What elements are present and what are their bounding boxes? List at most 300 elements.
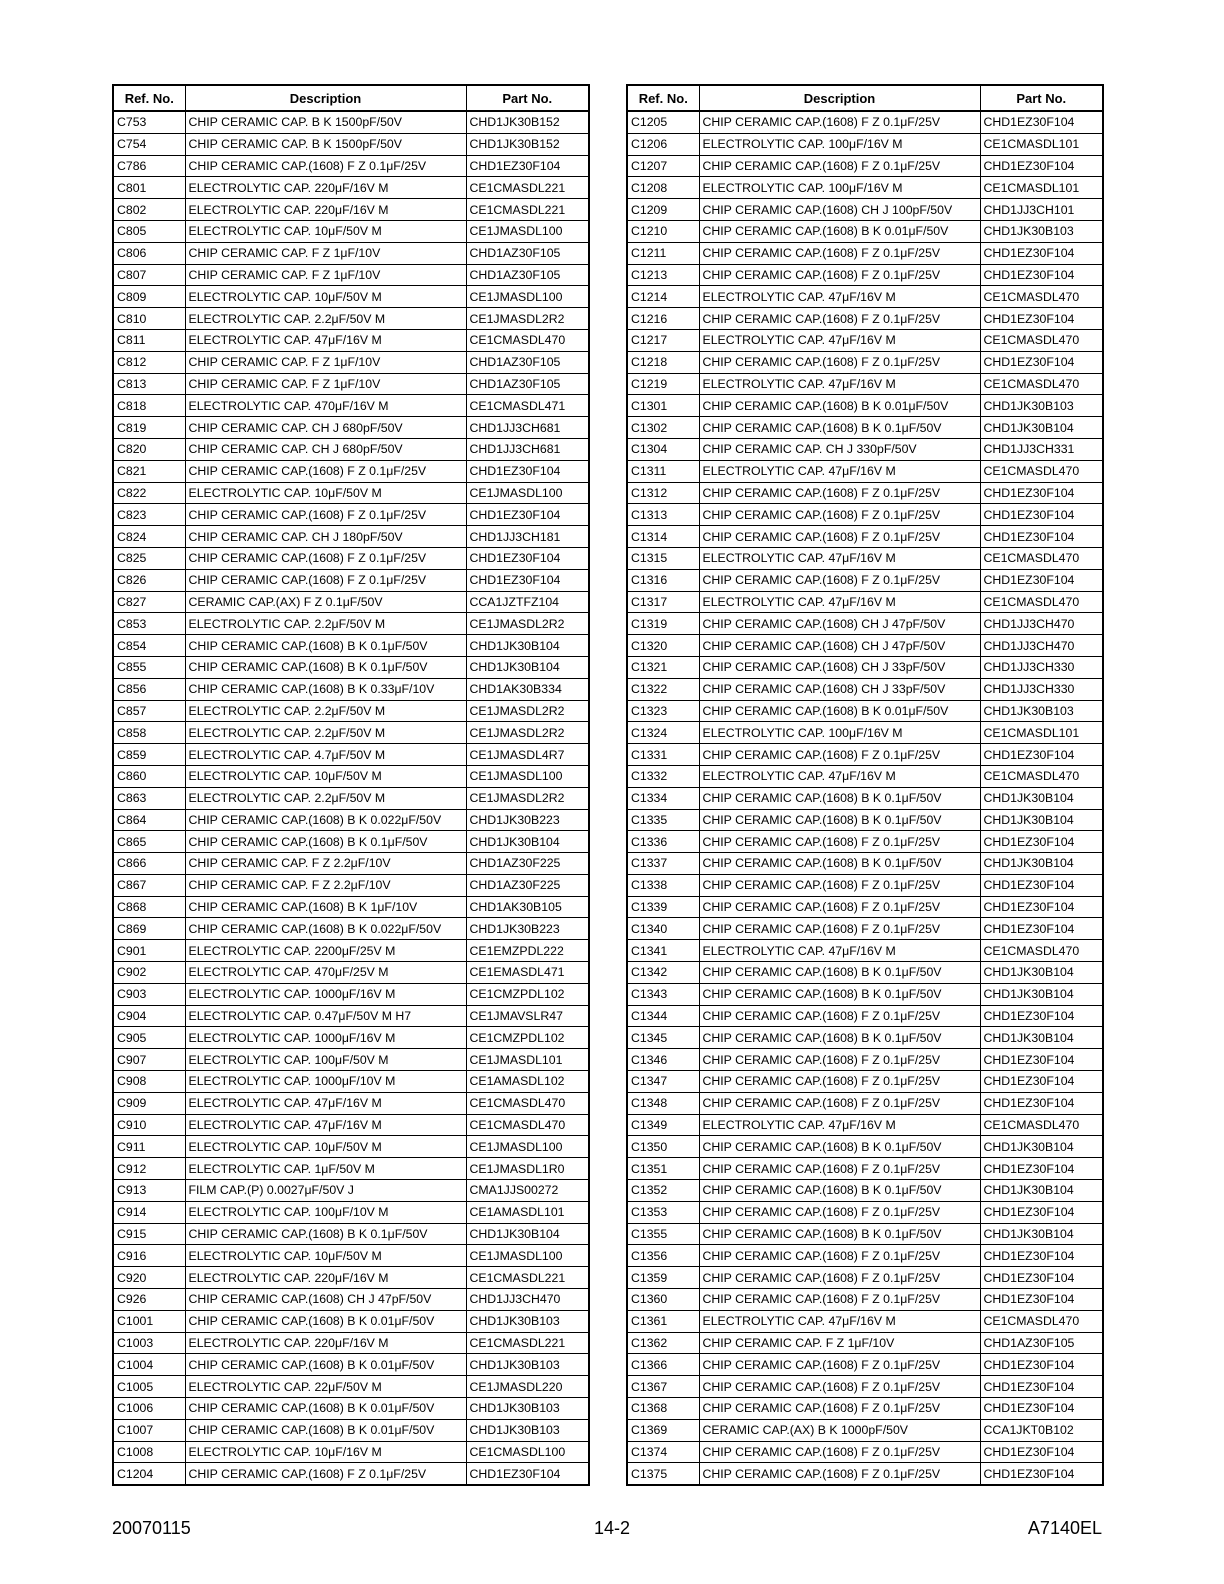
table-row [113, 308, 589, 330]
description-cell: ELECTROLYTIC CAP. 10μF/50V M [185, 1136, 466, 1158]
table-row [627, 678, 1103, 700]
description-cell: ELECTROLYTIC CAP. 10μF/50V M [185, 220, 466, 242]
table-row [113, 264, 589, 286]
ref-no-cell: C1218 [627, 351, 699, 373]
description-cell: CHIP CERAMIC CAP. F Z 2.2μF/10V [185, 874, 466, 896]
description-cell: ELECTROLYTIC CAP. 4.7μF/50V M [185, 744, 466, 766]
table-row [113, 220, 589, 242]
description-cell: CHIP CERAMIC CAP.(1608) F Z 0.1μF/25V [699, 1376, 980, 1398]
ref-no-cell: C911 [113, 1136, 185, 1158]
table-row [113, 1027, 589, 1049]
footer-date: 20070115 [112, 1518, 191, 1538]
description-cell: ELECTROLYTIC CAP. 10μF/50V M [185, 286, 466, 308]
part-no-cell: CHD1JJ3CH330 [980, 678, 1103, 700]
part-no-cell: CE1JMASDL100 [466, 286, 589, 308]
part-no-header: Part No. [980, 85, 1103, 111]
ref-no-cell: C1214 [627, 286, 699, 308]
ref-no-cell: C916 [113, 1245, 185, 1267]
table-row [627, 874, 1103, 896]
description-cell: CHIP CERAMIC CAP. F Z 1μF/10V [185, 351, 466, 373]
part-no-cell: CHD1AK30B105 [466, 896, 589, 918]
table-row [627, 918, 1103, 940]
ref-no-cell: C801 [113, 177, 185, 199]
table-row [113, 613, 589, 635]
part-no-cell: CHD1JJ3CH181 [466, 526, 589, 548]
description-cell: CHIP CERAMIC CAP.(1608) F Z 0.1μF/25V [699, 351, 980, 373]
table-row [627, 1071, 1103, 1093]
part-no-cell: CE1CMASDL221 [466, 199, 589, 221]
description-cell: CHIP CERAMIC CAP.(1608) B K 0.1μF/50V [185, 1223, 466, 1245]
description-cell: CHIP CERAMIC CAP.(1608) B K 0.022μF/50V [185, 809, 466, 831]
ref-no-cell: C854 [113, 635, 185, 657]
part-no-cell: CHD1JK30B104 [980, 1136, 1103, 1158]
table-row [627, 547, 1103, 569]
ref-no-cell: C819 [113, 417, 185, 439]
description-cell: CHIP CERAMIC CAP.(1608) F Z 0.1μF/25V [699, 1049, 980, 1071]
description-cell: ELECTROLYTIC CAP. 100μF/16V M [699, 722, 980, 744]
part-no-cell: CHD1JK30B103 [466, 1419, 589, 1441]
table-row [113, 1201, 589, 1223]
description-cell: CHIP CERAMIC CAP.(1608) F Z 0.1μF/25V [699, 308, 980, 330]
parts-table-left [112, 84, 590, 1486]
table-row [113, 1289, 589, 1311]
part-no-cell: CHD1EZ30F104 [980, 308, 1103, 330]
description-cell: CHIP CERAMIC CAP.(1608) F Z 0.1μF/25V [699, 874, 980, 896]
ref-no-cell: C1324 [627, 722, 699, 744]
part-no-cell: CE1CMASDL470 [466, 1092, 589, 1114]
description-cell: CHIP CERAMIC CAP.(1608) F Z 0.1μF/25V [699, 155, 980, 177]
table-header-row [113, 85, 589, 111]
ref-no-cell: C858 [113, 722, 185, 744]
part-no-cell: CE1CMASDL470 [980, 286, 1103, 308]
ref-no-cell: C1346 [627, 1049, 699, 1071]
ref-no-cell: C1001 [113, 1310, 185, 1332]
part-no-cell: CHD1JJ3CH681 [466, 417, 589, 439]
table-row [627, 613, 1103, 635]
ref-no-cell: C1004 [113, 1354, 185, 1376]
part-no-cell: CHD1EZ30F104 [980, 1441, 1103, 1463]
part-no-cell: CHD1JK30B104 [466, 656, 589, 678]
part-no-cell: CHD1JK30B104 [466, 635, 589, 657]
table-row [113, 1376, 589, 1398]
description-cell: ELECTROLYTIC CAP. 47μF/16V M [185, 1092, 466, 1114]
description-cell: CHIP CERAMIC CAP.(1608) B K 0.1μF/50V [699, 1027, 980, 1049]
part-no-cell: CE1AMASDL102 [466, 1071, 589, 1093]
description-cell: CHIP CERAMIC CAP. CH J 180pF/50V [185, 526, 466, 548]
table-row [627, 199, 1103, 221]
part-no-cell: CHD1EZ30F104 [466, 504, 589, 526]
ref-no-cell: C1304 [627, 438, 699, 460]
part-no-cell: CE1JMASDL2R2 [466, 700, 589, 722]
part-no-cell: CHD1EZ30F104 [980, 831, 1103, 853]
ref-no-cell: C807 [113, 264, 185, 286]
ref-no-cell: C1219 [627, 373, 699, 395]
description-cell: CHIP CERAMIC CAP.(1608) CH J 47pF/50V [699, 635, 980, 657]
description-cell: CHIP CERAMIC CAP. CH J 680pF/50V [185, 438, 466, 460]
description-cell: CHIP CERAMIC CAP.(1608) F Z 0.1μF/25V [699, 242, 980, 264]
description-cell: ELECTROLYTIC CAP. 1000μF/16V M [185, 983, 466, 1005]
table-row [113, 569, 589, 591]
table-row [627, 809, 1103, 831]
table-row [113, 918, 589, 940]
table-row [113, 1332, 589, 1354]
table-row [113, 1398, 589, 1420]
description-cell: ELECTROLYTIC CAP. 47μF/16V M [699, 373, 980, 395]
ref-no-cell: C824 [113, 526, 185, 548]
part-no-cell: CE1CMASDL470 [980, 1114, 1103, 1136]
table-row [627, 111, 1103, 133]
table-row [627, 1027, 1103, 1049]
description-cell: CHIP CERAMIC CAP.(1608) B K 0.1μF/50V [699, 1223, 980, 1245]
part-no-cell: CHD1JK30B103 [980, 395, 1103, 417]
description-header: Description [699, 85, 980, 111]
part-no-cell: CHD1JJ3CH101 [980, 199, 1103, 221]
table-row [627, 504, 1103, 526]
ref-no-cell: C1204 [113, 1463, 185, 1485]
table-row [113, 133, 589, 155]
description-cell: CHIP CERAMIC CAP. CH J 330pF/50V [699, 438, 980, 460]
table-row [627, 569, 1103, 591]
ref-no-cell: C1348 [627, 1092, 699, 1114]
part-no-cell: CHD1JK30B152 [466, 133, 589, 155]
table-row [113, 329, 589, 351]
description-cell: CHIP CERAMIC CAP.(1608) B K 0.33μF/10V [185, 678, 466, 700]
description-cell: CHIP CERAMIC CAP.(1608) F Z 0.1μF/25V [699, 504, 980, 526]
description-cell: ELECTROLYTIC CAP. 2.2μF/50V M [185, 308, 466, 330]
part-no-cell: CHD1EZ30F104 [466, 460, 589, 482]
description-cell: CHIP CERAMIC CAP.(1608) F Z 0.1μF/25V [699, 896, 980, 918]
part-no-cell: CHD1JK30B104 [980, 853, 1103, 875]
table-row [113, 744, 589, 766]
ref-no-cell: C1356 [627, 1245, 699, 1267]
description-cell: ELECTROLYTIC CAP. 220μF/16V M [185, 1267, 466, 1289]
ref-no-cell: C909 [113, 1092, 185, 1114]
table-row [113, 177, 589, 199]
ref-no-header: Ref. No. [113, 85, 185, 111]
table-row [113, 155, 589, 177]
ref-no-cell: C1321 [627, 656, 699, 678]
part-no-cell: CHD1EZ30F104 [980, 242, 1103, 264]
ref-no-cell: C1008 [113, 1441, 185, 1463]
description-cell: CHIP CERAMIC CAP.(1608) F Z 0.1μF/25V [699, 1289, 980, 1311]
table-row [627, 1114, 1103, 1136]
part-no-cell: CHD1AZ30F105 [980, 1332, 1103, 1354]
description-cell: CHIP CERAMIC CAP.(1608) F Z 0.1μF/25V [185, 1463, 466, 1485]
ref-no-cell: C913 [113, 1180, 185, 1202]
ref-no-cell: C1323 [627, 700, 699, 722]
description-cell: CHIP CERAMIC CAP. B K 1500pF/50V [185, 111, 466, 133]
table-row [627, 1245, 1103, 1267]
table-row [113, 1223, 589, 1245]
part-no-cell: CHD1JK30B104 [980, 787, 1103, 809]
ref-no-cell: C1205 [627, 111, 699, 133]
part-no-cell: CHD1JK30B103 [466, 1398, 589, 1420]
description-cell: CHIP CERAMIC CAP.(1608) B K 0.01μF/50V [185, 1354, 466, 1376]
description-cell: CHIP CERAMIC CAP.(1608) B K 0.1μF/50V [185, 635, 466, 657]
ref-no-cell: C1369 [627, 1419, 699, 1441]
ref-no-cell: C754 [113, 133, 185, 155]
description-cell: CHIP CERAMIC CAP.(1608) F Z 0.1μF/25V [185, 155, 466, 177]
ref-no-cell: C1353 [627, 1201, 699, 1223]
part-no-cell: CE1JMASDL101 [466, 1049, 589, 1071]
description-cell: CHIP CERAMIC CAP.(1608) CH J 47pF/50V [185, 1289, 466, 1311]
description-cell: CHIP CERAMIC CAP.(1608) B K 0.1μF/50V [699, 1136, 980, 1158]
part-no-cell: CHD1EZ30F104 [980, 526, 1103, 548]
ref-no-cell: C1315 [627, 547, 699, 569]
ref-no-cell: C908 [113, 1071, 185, 1093]
table-row [113, 547, 589, 569]
description-cell: CHIP CERAMIC CAP.(1608) CH J 100pF/50V [699, 199, 980, 221]
ref-no-cell: C905 [113, 1027, 185, 1049]
part-no-cell: CHD1JK30B104 [466, 831, 589, 853]
ref-no-cell: C821 [113, 460, 185, 482]
part-no-cell: CHD1JK30B104 [980, 809, 1103, 831]
part-no-cell: CHD1JK30B223 [466, 918, 589, 940]
description-cell: CHIP CERAMIC CAP.(1608) B K 0.01μF/50V [699, 700, 980, 722]
ref-no-cell: C1349 [627, 1114, 699, 1136]
table-row [627, 1136, 1103, 1158]
table-row [627, 1310, 1103, 1332]
description-cell: ELECTROLYTIC CAP. 1μF/50V M [185, 1158, 466, 1180]
description-cell: ELECTROLYTIC CAP. 2.2μF/50V M [185, 722, 466, 744]
ref-no-cell: C926 [113, 1289, 185, 1311]
table-row [113, 787, 589, 809]
ref-no-cell: C1313 [627, 504, 699, 526]
table-row [627, 765, 1103, 787]
ref-no-cell: C812 [113, 351, 185, 373]
table-row [627, 656, 1103, 678]
ref-no-cell: C1209 [627, 199, 699, 221]
table-row [627, 1332, 1103, 1354]
part-no-cell: CE1CMASDL470 [980, 591, 1103, 613]
ref-no-cell: C1210 [627, 220, 699, 242]
description-cell: ELECTROLYTIC CAP. 47μF/16V M [699, 940, 980, 962]
description-cell: ELECTROLYTIC CAP. 47μF/16V M [185, 1114, 466, 1136]
part-no-cell: CE1AMASDL101 [466, 1201, 589, 1223]
table-row [627, 133, 1103, 155]
part-no-cell: CHD1EZ30F104 [980, 918, 1103, 940]
description-cell: CHIP CERAMIC CAP.(1608) F Z 0.1μF/25V [185, 569, 466, 591]
description-cell: CHIP CERAMIC CAP.(1608) B K 0.01μF/50V [185, 1398, 466, 1420]
table-row [113, 1463, 589, 1485]
part-no-cell: CHD1EZ30F104 [466, 155, 589, 177]
table-row [113, 940, 589, 962]
part-no-cell: CE1CMASDL470 [980, 765, 1103, 787]
part-no-cell: CE1JMASDL4R7 [466, 744, 589, 766]
table-row [627, 351, 1103, 373]
part-no-cell: CHD1EZ30F104 [980, 1245, 1103, 1267]
description-cell: CHIP CERAMIC CAP.(1608) B K 0.1μF/50V [185, 656, 466, 678]
parts-table-right [626, 84, 1104, 1486]
ref-no-cell: C1351 [627, 1158, 699, 1180]
parts-table-left-body [113, 111, 589, 1485]
part-no-cell: CHD1AZ30F105 [466, 373, 589, 395]
part-no-cell: CHD1JJ3CH681 [466, 438, 589, 460]
table-row [627, 526, 1103, 548]
description-cell: CHIP CERAMIC CAP.(1608) F Z 0.1μF/25V [185, 504, 466, 526]
ref-no-cell: C1342 [627, 962, 699, 984]
part-no-cell: CHD1JK30B103 [980, 220, 1103, 242]
part-no-cell: CHD1EZ30F104 [980, 1158, 1103, 1180]
part-no-cell: CHD1JJ3CH470 [980, 613, 1103, 635]
part-no-cell: CE1CMASDL470 [466, 1114, 589, 1136]
table-row [627, 1049, 1103, 1071]
part-no-cell: CE1JMASDL2R2 [466, 308, 589, 330]
ref-no-header: Ref. No. [627, 85, 699, 111]
part-no-cell: CHD1EZ30F104 [980, 569, 1103, 591]
description-cell: CHIP CERAMIC CAP.(1608) B K 0.1μF/50V [699, 962, 980, 984]
ref-no-cell: C1316 [627, 569, 699, 591]
ref-no-cell: C1368 [627, 1398, 699, 1420]
ref-no-cell: C856 [113, 678, 185, 700]
part-no-cell: CHD1JK30B223 [466, 809, 589, 831]
table-row [627, 983, 1103, 1005]
description-cell: CHIP CERAMIC CAP.(1608) B K 0.1μF/50V [699, 1180, 980, 1202]
part-no-cell: CE1JMASDL100 [466, 765, 589, 787]
part-no-cell: CE1CMASDL100 [466, 1441, 589, 1463]
table-row [113, 678, 589, 700]
table-row [113, 765, 589, 787]
description-cell: CHIP CERAMIC CAP.(1608) F Z 0.1μF/25V [699, 1441, 980, 1463]
description-cell: CHIP CERAMIC CAP. F Z 2.2μF/10V [185, 853, 466, 875]
description-cell: CHIP CERAMIC CAP.(1608) F Z 0.1μF/25V [699, 1354, 980, 1376]
ref-no-cell: C1217 [627, 329, 699, 351]
ref-no-cell: C1335 [627, 809, 699, 831]
table-row [113, 1005, 589, 1027]
description-cell: CHIP CERAMIC CAP.(1608) F Z 0.1μF/25V [699, 482, 980, 504]
table-row [113, 853, 589, 875]
part-no-cell: CHD1EZ30F104 [466, 1463, 589, 1485]
table-row [627, 896, 1103, 918]
part-no-cell: CHD1JK30B104 [980, 983, 1103, 1005]
ref-no-cell: C868 [113, 896, 185, 918]
table-row [627, 635, 1103, 657]
table-row [627, 831, 1103, 853]
table-row [113, 1049, 589, 1071]
description-cell: ELECTROLYTIC CAP. 100μF/16V M [699, 177, 980, 199]
part-no-cell: CHD1JJ3CH331 [980, 438, 1103, 460]
ref-no-cell: C823 [113, 504, 185, 526]
ref-no-cell: C1352 [627, 1180, 699, 1202]
table-row [113, 1419, 589, 1441]
ref-no-cell: C1007 [113, 1419, 185, 1441]
ref-no-cell: C809 [113, 286, 185, 308]
table-row [113, 1158, 589, 1180]
table-row [627, 1419, 1103, 1441]
table-row [627, 373, 1103, 395]
description-cell: CHIP CERAMIC CAP.(1608) B K 0.1μF/50V [699, 983, 980, 1005]
ref-no-cell: C802 [113, 199, 185, 221]
table-row [627, 482, 1103, 504]
ref-no-cell: C1344 [627, 1005, 699, 1027]
table-row [627, 308, 1103, 330]
description-cell: CHIP CERAMIC CAP.(1608) F Z 0.1μF/25V [185, 460, 466, 482]
parts-table-right-body [627, 111, 1103, 1485]
part-no-cell: CE1CMASDL101 [980, 177, 1103, 199]
part-no-cell: CHD1JK30B103 [466, 1310, 589, 1332]
part-no-cell: CE1CMASDL471 [466, 395, 589, 417]
table-row [113, 351, 589, 373]
ref-no-cell: C859 [113, 744, 185, 766]
description-cell: ELECTROLYTIC CAP. 47μF/16V M [699, 1114, 980, 1136]
part-no-cell: CE1CMASDL101 [980, 722, 1103, 744]
part-no-cell: CHD1EZ30F104 [980, 1398, 1103, 1420]
table-row [113, 1071, 589, 1093]
part-no-cell: CHD1AK30B334 [466, 678, 589, 700]
description-cell: CHIP CERAMIC CAP.(1608) B K 0.1μF/50V [699, 853, 980, 875]
part-no-cell: CHD1AZ30F105 [466, 264, 589, 286]
part-no-cell: CHD1EZ30F104 [980, 482, 1103, 504]
description-cell: ELECTROLYTIC CAP. 220μF/16V M [185, 1332, 466, 1354]
part-no-cell: CHD1EZ30F104 [980, 1354, 1103, 1376]
description-cell: CHIP CERAMIC CAP.(1608) F Z 0.1μF/25V [699, 1092, 980, 1114]
table-header-row [627, 85, 1103, 111]
ref-no-cell: C864 [113, 809, 185, 831]
table-row [627, 177, 1103, 199]
description-cell: ELECTROLYTIC CAP. 2200μF/25V M [185, 940, 466, 962]
description-cell: ELECTROLYTIC CAP. 47μF/16V M [699, 460, 980, 482]
description-cell: ELECTROLYTIC CAP. 100μF/10V M [185, 1201, 466, 1223]
table-row [113, 831, 589, 853]
ref-no-cell: C1338 [627, 874, 699, 896]
ref-no-cell: C1005 [113, 1376, 185, 1398]
table-row [627, 1223, 1103, 1245]
ref-no-cell: C1375 [627, 1463, 699, 1485]
part-no-cell: CHD1JK30B104 [980, 1027, 1103, 1049]
description-cell: ELECTROLYTIC CAP. 2.2μF/50V M [185, 787, 466, 809]
table-row [113, 242, 589, 264]
ref-no-cell: C1332 [627, 765, 699, 787]
ref-no-cell: C1361 [627, 1310, 699, 1332]
part-no-cell: CHD1JJ3CH330 [980, 656, 1103, 678]
ref-no-cell: C813 [113, 373, 185, 395]
description-cell: CHIP CERAMIC CAP.(1608) F Z 0.1μF/25V [699, 1005, 980, 1027]
part-no-cell: CHD1AZ30F225 [466, 874, 589, 896]
table-row [113, 983, 589, 1005]
description-cell: CHIP CERAMIC CAP. F Z 1μF/10V [185, 264, 466, 286]
table-row [627, 286, 1103, 308]
table-row [627, 264, 1103, 286]
part-no-cell: CE1CMASDL470 [980, 373, 1103, 395]
table-row [113, 656, 589, 678]
description-cell: CHIP CERAMIC CAP. F Z 1μF/10V [699, 1332, 980, 1354]
table-row [627, 962, 1103, 984]
description-cell: ELECTROLYTIC CAP. 47μF/16V M [699, 1310, 980, 1332]
table-row [627, 417, 1103, 439]
part-no-cell: CE1CMASDL221 [466, 177, 589, 199]
ref-no-cell: C786 [113, 155, 185, 177]
description-cell: ELECTROLYTIC CAP. 0.47μF/50V M H7 [185, 1005, 466, 1027]
description-cell: CHIP CERAMIC CAP.(1608) B K 0.1μF/50V [699, 787, 980, 809]
table-row [627, 220, 1103, 242]
part-no-cell: CE1JMAVSLR47 [466, 1005, 589, 1027]
ref-no-cell: C1359 [627, 1267, 699, 1289]
part-no-cell: CE1JMASDL100 [466, 220, 589, 242]
ref-no-cell: C820 [113, 438, 185, 460]
table-row [113, 395, 589, 417]
ref-no-cell: C904 [113, 1005, 185, 1027]
description-cell: ELECTROLYTIC CAP. 10μF/50V M [185, 482, 466, 504]
ref-no-cell: C825 [113, 547, 185, 569]
part-no-cell: CHD1EZ30F104 [980, 155, 1103, 177]
description-cell: CHIP CERAMIC CAP.(1608) B K 0.01μF/50V [185, 1310, 466, 1332]
ref-no-cell: C914 [113, 1201, 185, 1223]
ref-no-cell: C1360 [627, 1289, 699, 1311]
table-row [113, 526, 589, 548]
ref-no-cell: C920 [113, 1267, 185, 1289]
part-no-cell: CHD1EZ30F104 [980, 1267, 1103, 1289]
part-no-cell: CHD1JK30B104 [980, 1180, 1103, 1202]
